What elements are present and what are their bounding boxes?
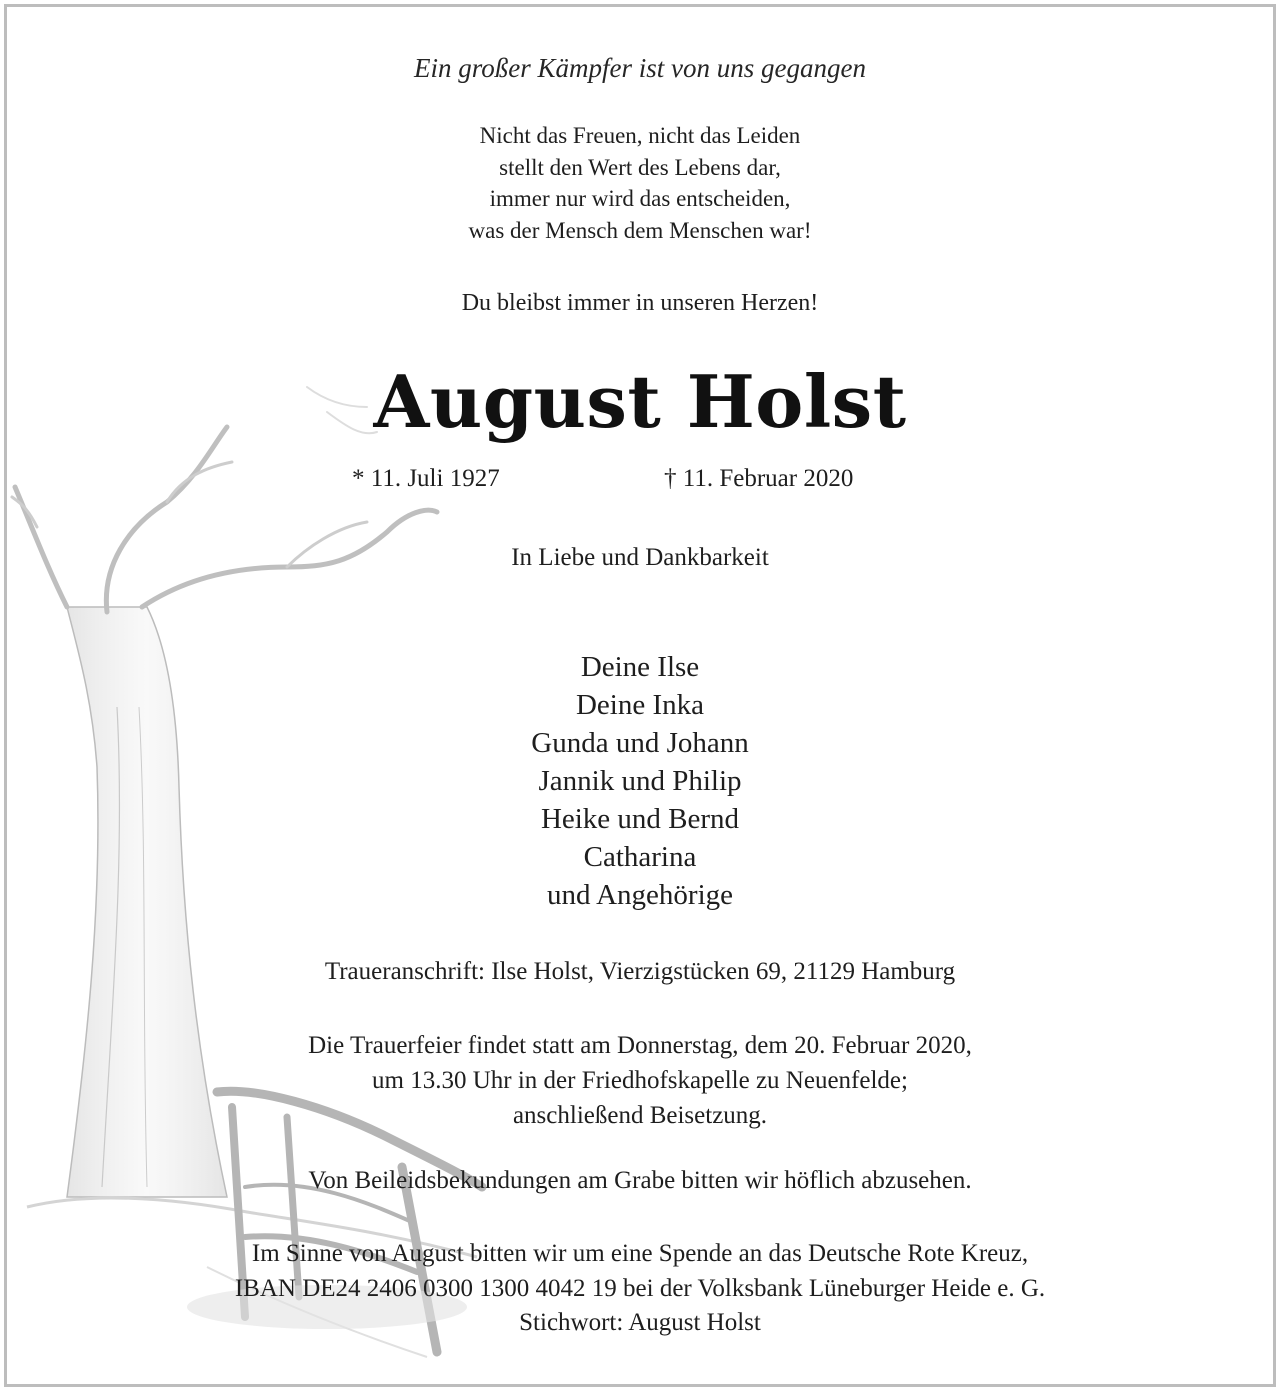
- donation-line: Stichwort: August Holst: [519, 1309, 761, 1336]
- signer: Jannik und Philip: [538, 765, 742, 797]
- poem: [7, 120, 1273, 246]
- ceremony-line: anschließend Beisetzung.: [512, 1102, 768, 1129]
- signer: Deine Ilse: [580, 651, 700, 683]
- funeral-ceremony-info: [7, 1028, 1273, 1133]
- signer: und Angehörige: [546, 879, 734, 911]
- remembrance-text: Du bleibst immer in unseren Herzen!: [461, 290, 819, 316]
- poem-line: stellt den Wert des Lebens dar,: [499, 154, 781, 180]
- signers-list: [7, 648, 1273, 914]
- condolence-note: Von Beileidsbekundungen am Grabe bitten wir höflich abzusehen.: [308, 1167, 972, 1194]
- signer: Heike und Bernd: [540, 803, 740, 835]
- ceremony-line: um 13.30 Uhr in der Friedhofskapelle zu Neuenfelde;: [372, 1067, 908, 1094]
- obituary-card: [4, 4, 1276, 1387]
- motto-heading: Ein großer Kämpfer ist von uns gegangen: [414, 53, 866, 83]
- thanks-text: In Liebe und Dankbarkeit: [511, 544, 769, 571]
- signer: Catharina: [583, 841, 697, 873]
- death-date: † 11. Februar 2020: [664, 465, 854, 492]
- mourning-address: Traueranschrift: Ilse Holst, Vierzigstücken 69, 21129 Hamburg: [324, 958, 956, 985]
- poem-line: immer nur wird das entscheiden,: [489, 186, 791, 211]
- deceased-name: August Holst: [373, 359, 907, 444]
- donation-request: [7, 1237, 1273, 1341]
- birth-date: * 11. Juli 1927: [352, 465, 500, 492]
- poem-line: Nicht das Freuen, nicht das Leiden: [479, 123, 801, 148]
- donation-line: Im Sinne von August bitten wir um eine Spende an das Deutsche Rote Kreuz,: [251, 1240, 1029, 1267]
- donation-line: IBAN DE24 2406 0300 1300 4042 19 bei der Volksbank Lüneburger Heide e. G.: [234, 1274, 1046, 1302]
- signer: Gunda und Johann: [531, 727, 749, 759]
- tree-branches: [15, 427, 437, 612]
- signer: Deine Inka: [575, 689, 705, 721]
- poem-line: was der Mensch dem Menschen war!: [468, 217, 812, 243]
- ceremony-line: Die Trauerfeier findet statt am Donnerstag, dem 20. Februar 2020,: [308, 1032, 972, 1059]
